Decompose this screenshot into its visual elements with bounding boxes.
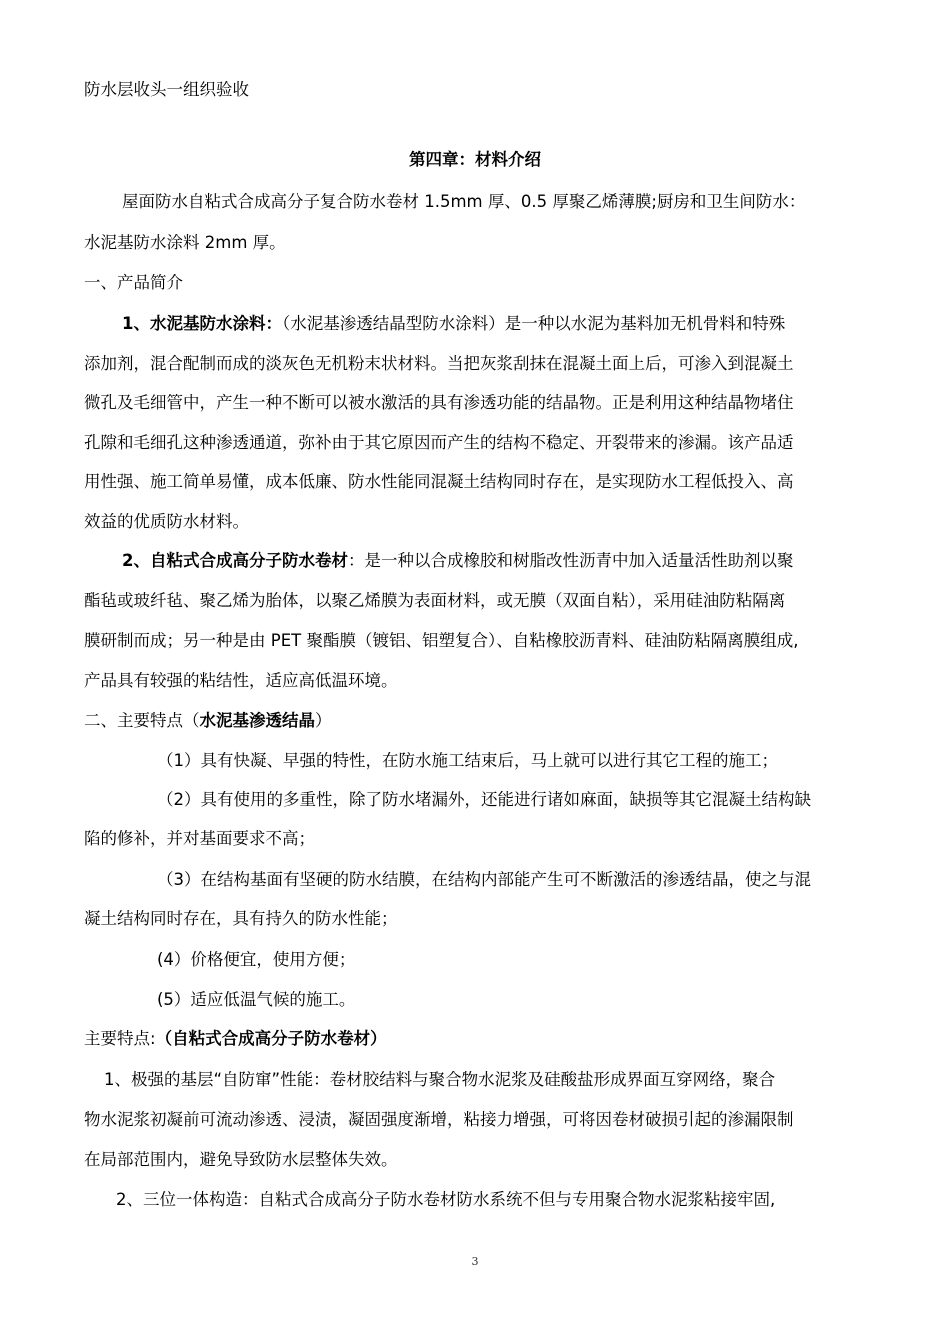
section-heading: 一、产品简介: [84, 273, 183, 292]
text-line: 水泥基防水涂料 2mm 厚。: [84, 233, 286, 252]
text-line: 在局部范围内，避免导致防水层整体失效。: [84, 1150, 398, 1169]
product-heading: 2、自粘式合成高分子防水卷材: [122, 551, 348, 570]
text-line: 孔隙和毛细孔这种渗透通道，弥补由于其它原因而产生的结构不稳定、开裂带来的渗漏。该产品适: [84, 433, 794, 452]
text-line: 屋面防水自粘式合成高分子复合防水卷材 1.5mm 厚、0.5 厚聚乙烯薄膜;厨房和卫生间防水：: [122, 192, 806, 211]
list-item: （2）具有使用的多重性，除了防水堵漏外，还能进行诸如麻面，缺损等其它混凝土结构缺: [157, 790, 811, 809]
section-heading: 二、主要特点（水泥基渗透结晶）: [84, 711, 332, 730]
text-line: 陷的修补，并对基面要求不高；: [84, 829, 315, 848]
list-item: （3）在结构基面有坚硬的防水结膜，在结构内部能产生可不断激活的渗透结晶，使之与混: [157, 870, 811, 889]
text-line: 添加剂，混合配制而成的淡灰色无机粉末状材料。当把灰浆刮抹在混凝土面上后，可渗入到混凝土: [84, 354, 794, 373]
text-line: 效益的优质防水材料。: [84, 512, 249, 531]
text-line: 2、三位一体构造：自粘式合成高分子防水卷材防水系统不但与专用聚合物水泥浆粘接牢固,: [116, 1190, 776, 1209]
text-line: 用性强、施工简单易懂，成本低廉、防水性能同混凝土结构同时存在，是实现防水工程低投入、高: [84, 472, 794, 491]
text-line: 1、水泥基防水涂料：（水泥基渗透结晶型防水涂料）是一种以水泥为基料加无机骨料和特殊: [122, 314, 786, 333]
text-line: 凝土结构同时存在，具有持久的防水性能；: [84, 909, 398, 928]
text-line: 微孔及毛细管中，产生一种不断可以被水激活的具有渗透功能的结晶物。正是利用这种结晶物堵住: [84, 393, 794, 412]
list-item: (5）适应低温气候的施工。: [157, 990, 356, 1009]
section-heading: 主要特点:（自粘式合成高分子防水卷材）: [84, 1029, 387, 1048]
list-item: (4）价格便宜，使用方便；: [157, 950, 356, 969]
product-heading: 1、水泥基防水涂料：: [122, 314, 282, 333]
text-line: 膜研制而成；另一种是由 PET 聚酯膜（镀铝、铝塑复合）、自粘橡胶沥青料、硅油防粘隔离膜组成,: [84, 631, 799, 650]
list-item: （1）具有快凝、早强的特性，在防水施工结束后，马上就可以进行其它工程的施工；: [157, 751, 778, 770]
text-line: 2、自粘式合成高分子防水卷材：是一种以合成橡胶和树脂改性沥青中加入适量活性助剂以聚: [122, 551, 794, 570]
page-number: 3: [471, 1255, 479, 1268]
text-line: 防水层收头一组织验收: [84, 80, 249, 99]
chapter-title: 第四章：材料介绍: [409, 150, 541, 169]
text-line: 物水泥浆初凝前可流动渗透、浸渍，凝固强度渐增，粘接力增强，可将因卷材破损引起的渗漏限制: [84, 1110, 794, 1129]
text-line: 产品具有较强的粘结性，适应高低温环境。: [84, 671, 398, 690]
text-line: 酯毡或玻纤毡、聚乙烯为胎体，以聚乙烯膜为表面材料，或无膜（双面自粘），采用硅油防粘隔离: [84, 591, 786, 610]
text-line: 1、极强的基层“自防窜”性能：卷材胶结料与聚合物水泥浆及硅酸盐形成界面互穿网络，聚合: [104, 1070, 776, 1089]
